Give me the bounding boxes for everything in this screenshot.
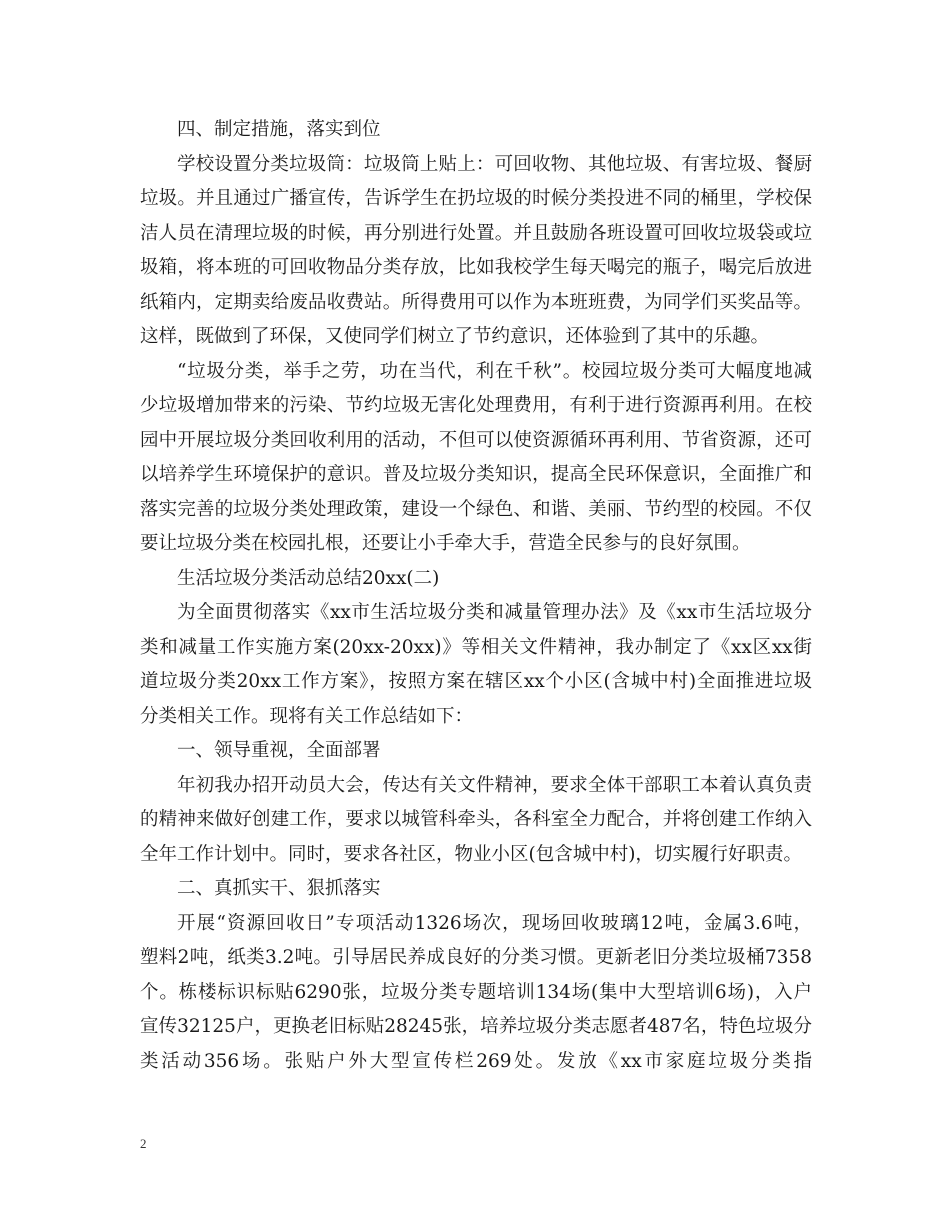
text-line: 个。栋楼标识标贴6290张，垃圾分类专题培训134场(集中大型培训6场)，入户 xyxy=(140,981,812,1003)
text-line: 开展“资源回收日”专项活动1326场次，现场回收玻璃12吨，金属3.6吨， xyxy=(177,912,812,934)
text-line: 落实完善的垃圾分类处理政策，建设一个绿色、和谐、美丽、节约型的校园。不仅 xyxy=(140,498,812,520)
document-body xyxy=(140,113,812,1079)
text-line: 四、制定措施，落实到位 xyxy=(177,119,381,140)
text-line: 少垃圾增加带来的污染、节约垃圾无害化处理费用，有利于进行资源再利用。在校 xyxy=(140,395,812,416)
text-line: 全年工作计划中。同时，要求各社区，物业小区(包含城中村)，切实履行好职责。 xyxy=(140,843,802,865)
text-line: 要让垃圾分类在校园扎根，还要让小手牵大手，营造全民参与的良好氛围。 xyxy=(140,533,751,554)
text-line: 这样，既做到了环保，又使同学们树立了节约意识，还体验到了其中的乐趣。 xyxy=(140,326,770,347)
text-line: 道垃圾分类20xx工作方案》，按照方案在辖区xx个小区(含城中村)全面推进垃圾 xyxy=(140,671,812,692)
text-line: 年初我办招开动员大会，传达有关文件精神，要求全体干部职工本着认真负责 xyxy=(177,774,812,796)
text-line: 类和减量工作实施方案(20xx-20xx)》等相关文件精神，我办制定了《xx区xx街 xyxy=(140,636,812,658)
text-line: 类活动356场。张贴户外大型宣传栏269处。发放《xx市家庭垃圾分类指 xyxy=(140,1050,812,1072)
text-line: 以培养学生环境保护的意识。普及垃圾分类知识，提高全民环保意识，全面推广和 xyxy=(140,464,812,485)
text-line: 为全面贯彻落实《xx市生活垃圾分类和减量管理办法》及《xx市生活垃圾分 xyxy=(177,602,812,623)
text-line: 圾箱，将本班的可回收物品分类存放，比如我校学生每天喝完的瓶子，喝完后放进 xyxy=(140,257,812,278)
text-line: 生活垃圾分类活动总结20xx(二) xyxy=(177,567,440,589)
text-line: 一、领导重视，全面部署 xyxy=(177,740,381,761)
text-line: 二、真抓实干、狠抓落实 xyxy=(177,878,381,899)
text-line: 塑料2吨，纸类3.2吨。引导居民养成良好的分类习惯。更新老旧分类垃圾桶7358 xyxy=(140,947,812,968)
text-line: 宣传32125户，更换老旧标贴28245张，培养垃圾分类志愿者487名，特色垃圾分 xyxy=(140,1016,812,1037)
text-line: “垃圾分类，举手之劳，功在当代，利在千秋”。校园垃圾分类可大幅度地减 xyxy=(177,360,812,382)
text-line: 洁人员在清理垃圾的时候，再分别进行处置。并且鼓励各班设置可回收垃圾袋或垃 xyxy=(140,222,812,244)
text-line: 学校设置分类垃圾筒：垃圾筒上贴上：可回收物、其他垃圾、有害垃圾、餐厨 xyxy=(177,153,812,175)
text-line: 分类相关工作。现将有关工作总结如下： xyxy=(140,705,474,727)
page-number: 2 xyxy=(140,1136,147,1151)
text-line: 的精神来做好创建工作，要求以城管科牵头，各科室全力配合，并将创建工作纳入 xyxy=(140,809,812,830)
text-line: 垃圾。并且通过广播宣传，告诉学生在扔垃圾的时候分类投进不同的桶里，学校保 xyxy=(140,188,812,209)
text-line: 纸箱内，定期卖给废品收费站。所得费用可以作为本班班费，为同学们买奖品等。 xyxy=(140,291,812,313)
text-line: 园中开展垃圾分类回收利用的活动，不但可以使资源循环再利用、节省资源，还可 xyxy=(140,429,812,451)
